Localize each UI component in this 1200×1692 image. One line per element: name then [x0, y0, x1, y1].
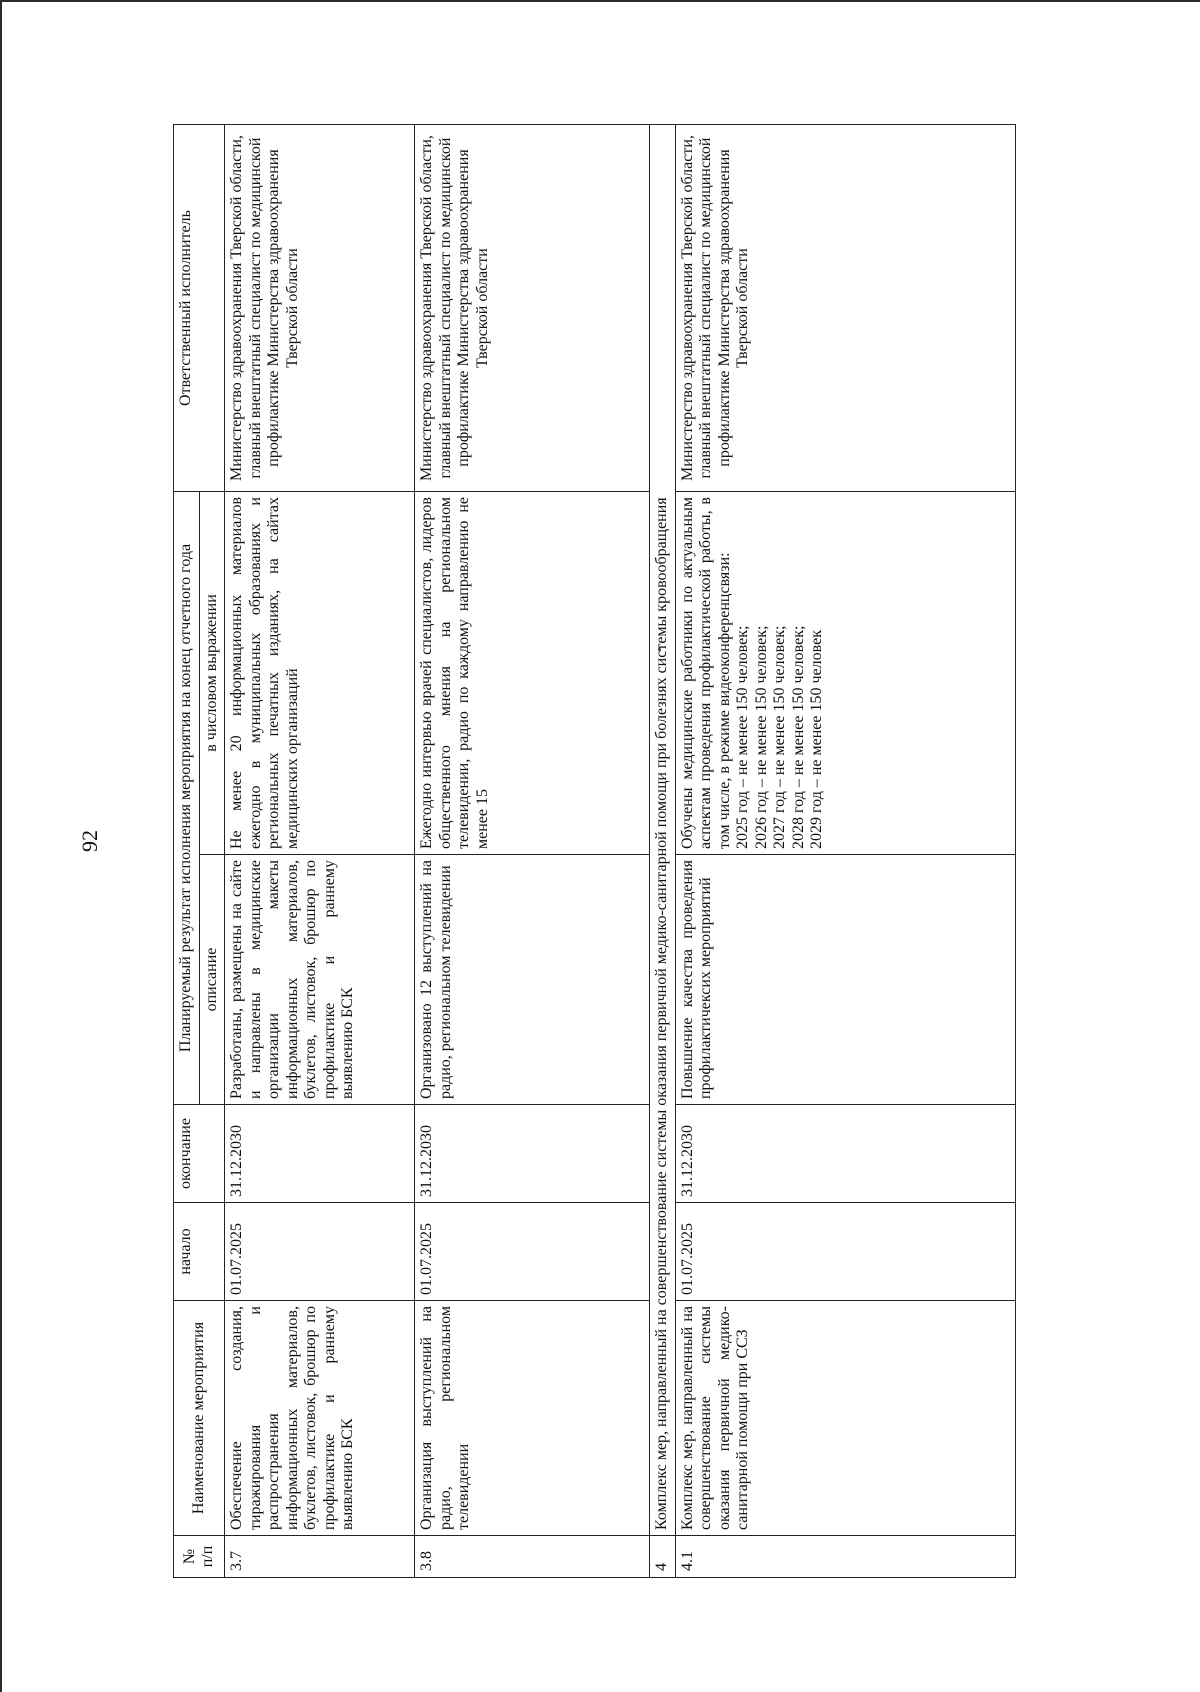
row-end: 31.12.2030 — [675, 1105, 1015, 1203]
row-start: 01.07.2025 — [225, 1203, 415, 1301]
table-row — [225, 125, 415, 1578]
row-numeric — [675, 492, 1015, 855]
row-responsible: Министерство здравоохранения Тверской области, главный внештатный специалист по медицинской профилактике Министерства здравоохранения Тверской области — [225, 125, 415, 492]
header-responsible: Ответственный исполнитель — [174, 125, 225, 492]
section-title: Комплекс мер, направленный на совершенствование системы оказания первичной медико-санитарной помощи при болезнях системы кровообращения — [650, 125, 676, 1536]
header-description: описание — [199, 855, 225, 1105]
rotated-table-container — [173, 125, 1178, 1578]
year-line: 2029 год – не менее 150 человек — [808, 630, 826, 849]
table-row — [675, 125, 1015, 1578]
row-start: 01.07.2025 — [415, 1203, 650, 1301]
page-number: 92 — [77, 830, 102, 852]
header-num: № п/п — [174, 1536, 225, 1578]
header-planned: Планируемый результат исполнения мероприятия на конец отчетного года — [174, 492, 200, 1105]
row-numeric: Не менее 20 информационных материалов ежегодно в муниципальных образованиях и региональных печатных изданиях, на сайтах медицинских организаций — [225, 492, 415, 855]
page-border-top — [0, 0, 1200, 2]
year-line: 2028 год – не менее 150 человек; — [789, 625, 807, 849]
row-end: 31.12.2030 — [225, 1105, 415, 1203]
section-number: 4 — [650, 1536, 676, 1578]
row-responsible: Министерство здравоохранения Тверской области, главный внештатный специалист по медицинской профилактике Министерства здравоохранения Тверской области — [415, 125, 650, 492]
section-row — [650, 125, 676, 1578]
header-start: начало — [174, 1203, 225, 1301]
row-number: 4.1 — [675, 1536, 1015, 1578]
activities-table — [173, 124, 1016, 1578]
year-line: 2025 год – не менее 150 человек; — [734, 625, 752, 849]
header-row-1 — [174, 125, 200, 1578]
row-number: 3.8 — [415, 1536, 650, 1578]
numeric-intro: Обучены медицинские работники по актуальным аспектам проведения профилактической работы, в том числе, в режиме видеоконференцсвязи: — [678, 497, 733, 849]
header-end: окончание — [174, 1105, 225, 1203]
row-number: 3.7 — [225, 1536, 415, 1578]
row-end: 31.12.2030 — [415, 1105, 650, 1203]
row-description: Повышение качества проведения профилактичексих мероприятий — [675, 855, 1015, 1105]
year-line: 2026 год – не менее 150 человек; — [752, 625, 770, 849]
row-responsible: Министерство здравоохранения Тверской области, главный внештатный специалист по медицинской профилактике Министерства здравоохранения Тверской области — [675, 125, 1015, 492]
row-numeric: Ежегодно интервью врачей специалистов, лидеров общественного мнения на региональном телевидении, радио по каждому направлению не менее 15 — [415, 492, 650, 855]
table-row — [415, 125, 650, 1578]
row-name: Обеспечение создания, тиражирования и распространения информационных материалов, буклетов, листовок, брошюр по профилактике и раннему выявлению БСК — [225, 1301, 415, 1536]
header-numeric: в числовом выражении — [199, 492, 225, 855]
row-start: 01.07.2025 — [675, 1203, 1015, 1301]
row-name: Комплекс мер, направленный на совершенствование системы оказания первичной медико-санитарной помощи при ССЗ — [675, 1301, 1015, 1536]
header-name: Наименование мероприятия — [174, 1301, 225, 1536]
row-name: Организация выступлений на радио, региональном телевидении — [415, 1301, 650, 1536]
row-description: Организовано 12 выступлений на радио, региональном телевидении — [415, 855, 650, 1105]
page-border-left — [0, 0, 2, 1692]
year-line: 2027 год – не менее 150 человек; — [771, 625, 789, 849]
row-description: Разработаны, размещены на сайте и направлены в медицинские организации макеты информационных материалов, буклетов, листовок, брошюр по профилактике и раннему выявлению БСК — [225, 855, 415, 1105]
